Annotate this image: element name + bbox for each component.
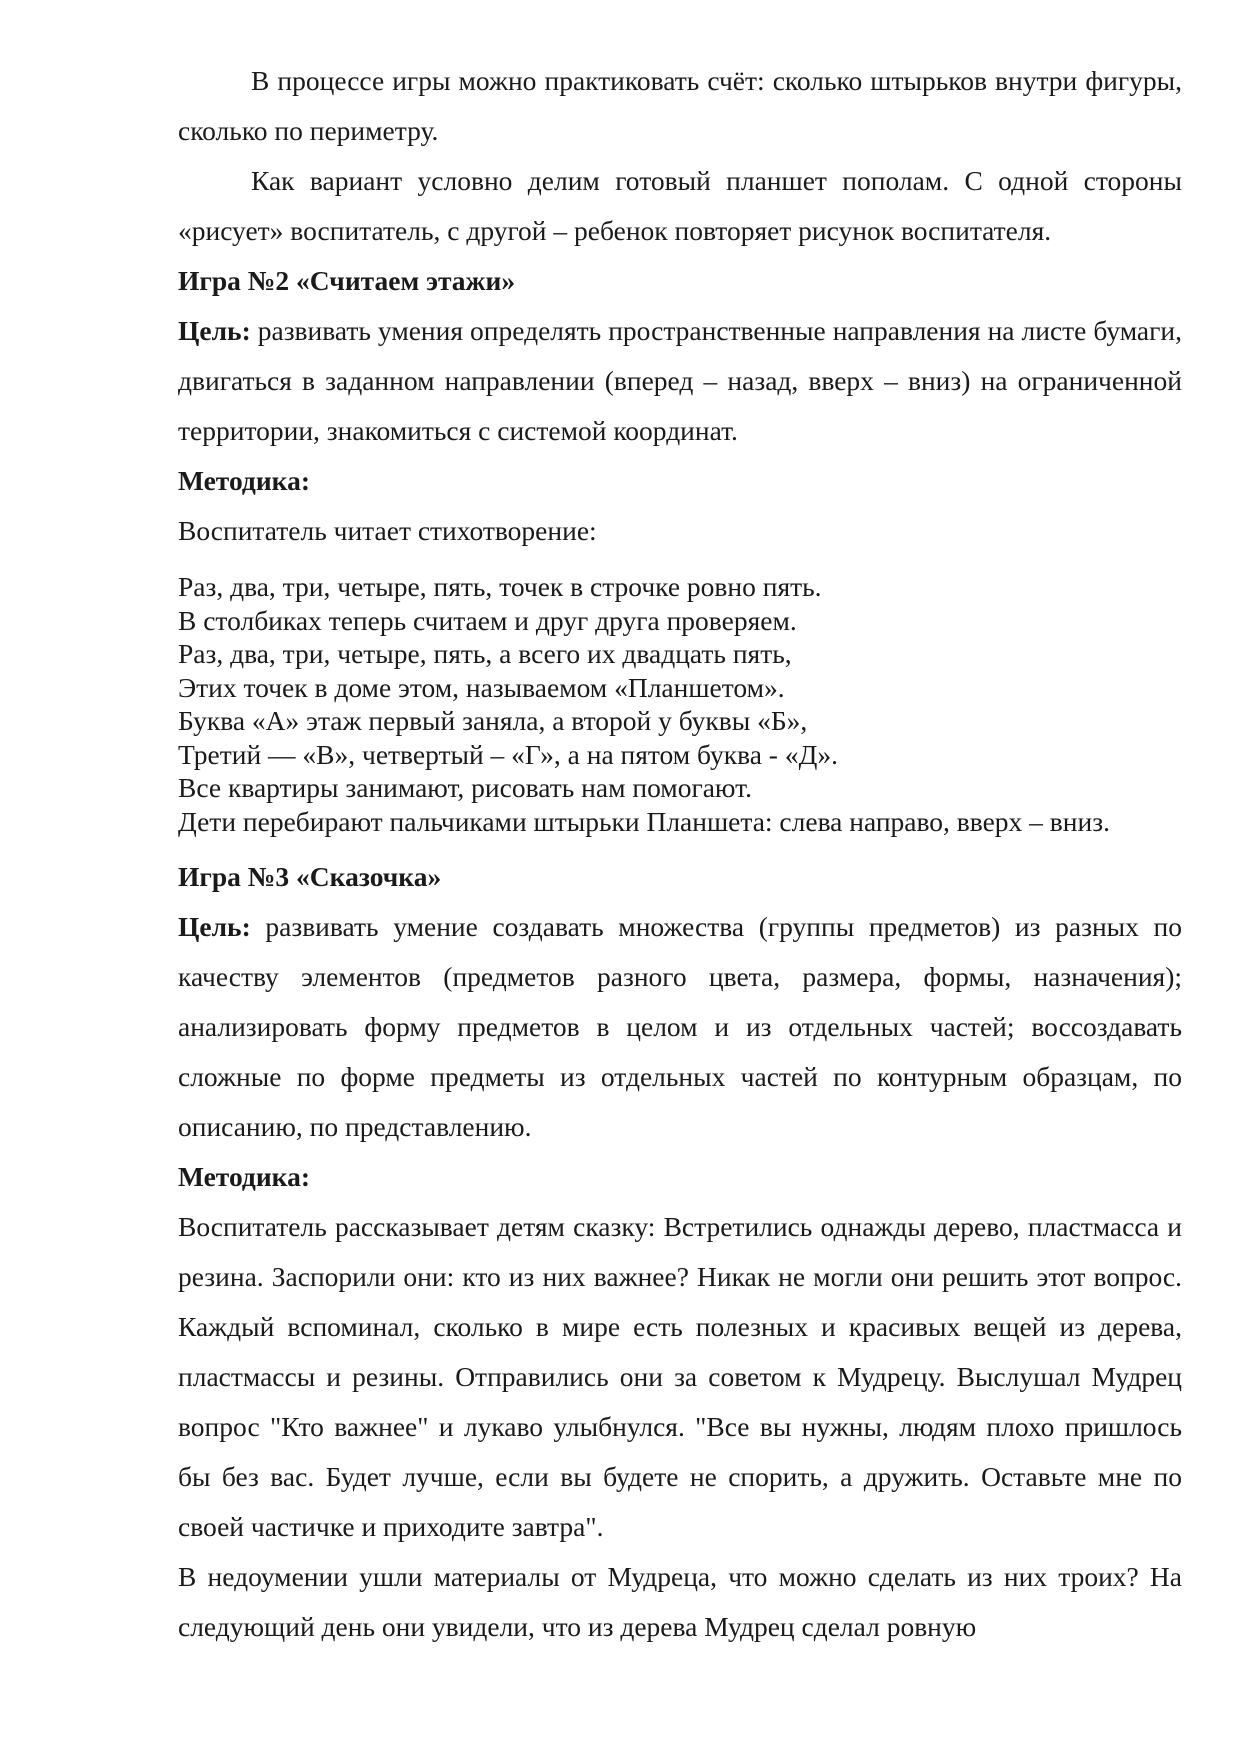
poem xyxy=(178,570,1182,838)
game3-story-paragraph-2: В недоумении ушли материалы от Мудреца, что можно сделать из них троих? На следующий день они увидели, что из дерева Мудрец сделал ровную xyxy=(178,1561,1182,1642)
poem-line: Все квартиры занимают, рисовать нам помогают. xyxy=(178,772,752,803)
poem-line: Раз, два, три, четыре, пять, а всего их двадцать пять, xyxy=(178,638,792,669)
poem-line: Этих точек в доме этом, называемом «Планшетом». xyxy=(178,671,785,703)
poem-line: Раз, два, три, четыре, пять, точек в строчке ровно пять. xyxy=(178,571,822,602)
poem-line: Дети перебирают пальчиками штырьки Планшета: слева направо, вверх – вниз. xyxy=(178,805,1110,837)
game2-method-intro: Воспитатель читает стихотворение: xyxy=(178,515,597,546)
game2-method-label: Методика: xyxy=(178,465,310,496)
poem-line: Третий — «В», четвертый – «Г», а на пятом буква - «Д». xyxy=(178,738,838,770)
game3-goal-label: Цель: xyxy=(178,911,251,942)
intro-paragraph-1: В процессе игры можно практиковать счёт: сколько штырьков внутри фигуры, сколько по периметру. xyxy=(178,65,1182,146)
game3-story-paragraph-1: Воспитатель рассказывает детям сказку: Встретились однажды дерево, пластмасса и резина. Заспорили они: кто из них важнее? Никак не могли они решить этот вопрос. Каждый вспоминал, сколько в мире есть полезных и красивых вещей из дерева, пластмассы и резины. Отправились они за советом к Мудрецу. Выслушал Мудрец вопрос "Кто важнее" и лукаво улыбнулся. "Все вы нужны, людям плохо пришлось бы без вас. Будет лучше, если вы будете не спорить, а дружить. Оставьте мне по своей частичке и приходите завтра". xyxy=(178,1211,1182,1542)
poem-line: В столбиках теперь считаем и друг друга проверяем. xyxy=(178,604,797,636)
game3-goal-text: развивать умение создавать множества (группы предметов) из разных по качеству элементов (предметов разного цвета, размера, формы, назначения); анализировать форму предметов в целом и из отдельных частей; воссоздавать сложные по форме предметы из отдельных частей по контурным образцам, по описанию, по представлению. xyxy=(178,911,1182,1142)
poem-line: Буква «А» этаж первый заняла, а второй у буквы «Б», xyxy=(178,705,808,736)
game2-goal xyxy=(178,306,1182,456)
game2-goal-label: Цель: xyxy=(178,315,251,346)
document-page xyxy=(178,56,1182,1652)
game2-goal-text: развивать умения определять пространственные направления на листе бумаги, двигаться в заданном направлении (вперед – назад, вверх – вниз) на ограниченной территории, знакомиться с системой координат. xyxy=(178,315,1182,446)
game3-method-label: Методика: xyxy=(178,1161,310,1192)
game2-title: Игра №2 «Считаем этажи» xyxy=(178,265,516,296)
game3-title: Игра №3 «Сказочка» xyxy=(178,861,442,892)
game3-goal xyxy=(178,902,1182,1152)
intro-paragraph-2: Как вариант условно делим готовый планшет пополам. С одной стороны «рисует» воспитатель, с другой – ребенок повторяет рисунок воспитателя. xyxy=(178,165,1182,246)
